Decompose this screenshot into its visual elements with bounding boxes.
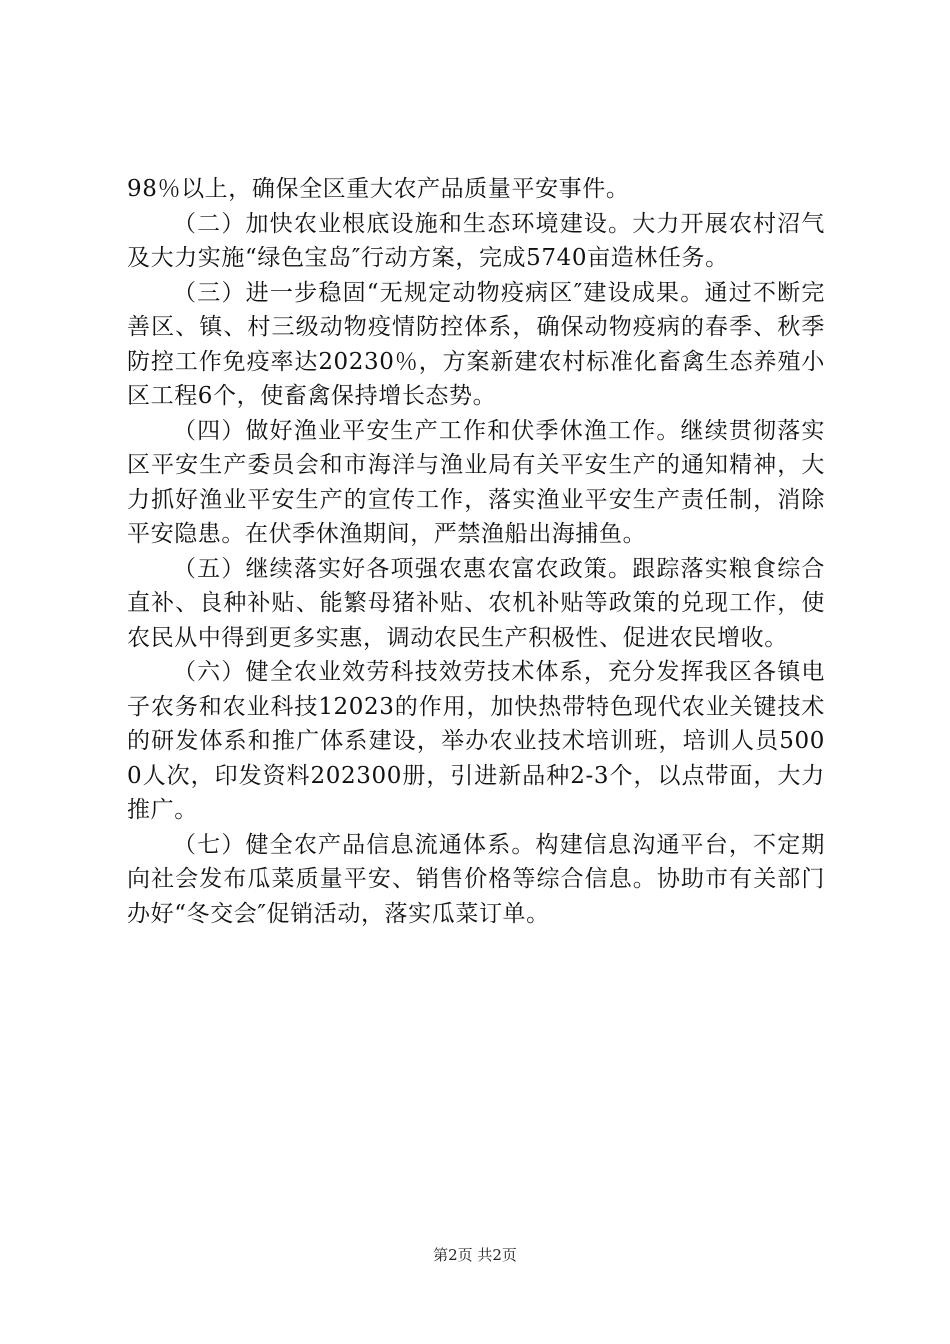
paragraph-item-2: （二）加快农业根底设施和生态环境建设。大力开展农村沼气及大力实施“绿色宝岛″行动方案，完成5740亩造林任务。 — [127, 210, 825, 271]
paragraph-item-4: （四）做好渔业平安生产工作和伏季休渔工作。继续贯彻落实区平安生产委员会和市海洋与渔业局有关平安生产的通知精神，大力抓好渔业平安生产的宣传工作，落实渔业平安生产责任制，消除平安隐患。在伏季休渔期间，严禁渔船出海捕鱼。 — [127, 417, 825, 547]
paragraph-item-7: （七）健全农产品信息流通体系。构建信息沟通平台，不定期向社会发布瓜菜质量平安、销售价格等综合信息。协助市有关部门办好“冬交会″促销活动，落实瓜菜订单。 — [127, 831, 825, 927]
paragraph-continuation: 98％以上，确保全区重大农产品质量平安事件。 — [127, 176, 630, 202]
document-body — [127, 172, 825, 931]
paragraph-item-6: （六）健全农业效劳科技效劳技术体系，充分发挥我区各镇电子农务和农业科技12023的作用，加快热带特色现代农业关键技术的研发体系和推广体系建设，举办农业技术培训班，培训人员5000人次，印发资料202300册，引进新品种2-3个，以点带面，大力推广。 — [127, 659, 825, 823]
paragraph-item-5: （五）继续落实好各项强农惠农富农政策。跟踪落实粮食综合直补、良种补贴、能繁母猪补贴、农机补贴等政策的兑现工作，使农民从中得到更多实惠，调动农民生产积极性、促进农民增收。 — [127, 555, 825, 651]
page-number-footer: 第2页 共2页 — [433, 1246, 517, 1264]
paragraph-item-3: （三）进一步稳固“无规定动物疫病区″建设成果。通过不断完善区、镇、村三级动物疫情防控体系，确保动物疫病的春季、秋季防控工作免疫率达20230％，方案新建农村标准化畜禽生态养殖小区工程6个，使畜禽保持增长态势。 — [127, 279, 825, 409]
